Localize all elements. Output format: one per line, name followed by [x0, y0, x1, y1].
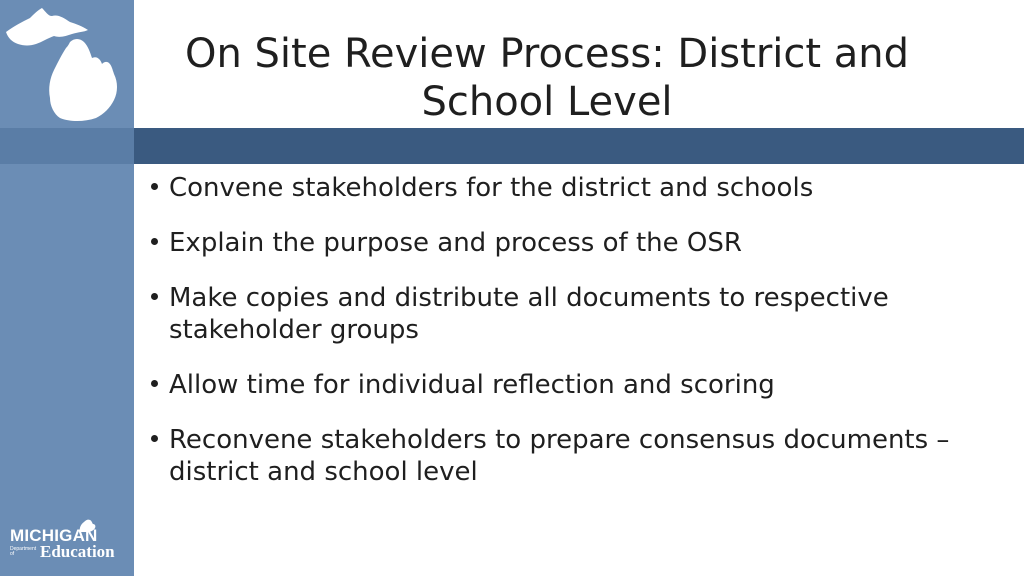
bullet-item: [150, 424, 990, 488]
logo-education-text: Education: [40, 542, 115, 561]
logo-michigan-text: MICHIGAN: [10, 526, 98, 545]
bullet-dot-icon: [151, 380, 158, 387]
bullet-text: Make copies and distribute all documents to respective stakeholder groups: [169, 283, 889, 345]
bullet-list: [150, 172, 990, 511]
bullet-dot-icon: [151, 435, 158, 442]
bullet-text: Explain the purpose and process of the OSR: [169, 228, 742, 258]
bullet-text: Allow time for individual reflection and scoring: [169, 370, 775, 400]
michigan-education-logo: [8, 518, 126, 564]
slide-title: On Site Review Process: District and School Level: [184, 31, 910, 125]
bullet-dot-icon: [151, 293, 158, 300]
bullet-dot-icon: [151, 238, 158, 245]
michigan-map-icon: [4, 2, 126, 124]
bullet-item: [150, 282, 990, 346]
bullet-dot-icon: [151, 183, 158, 190]
bullet-text: Reconvene stakeholders to prepare consensus documents – district and school level: [169, 425, 950, 487]
header-band-accent: [0, 128, 134, 164]
header-band: [0, 128, 1024, 164]
sidebar: [0, 0, 134, 576]
bullet-item: [150, 369, 990, 401]
bullet-item: [150, 227, 990, 259]
bullet-item: [150, 172, 990, 204]
bullet-text: Convene stakeholders for the district and schools: [169, 173, 814, 203]
logo-department-text: Department of: [10, 546, 37, 557]
